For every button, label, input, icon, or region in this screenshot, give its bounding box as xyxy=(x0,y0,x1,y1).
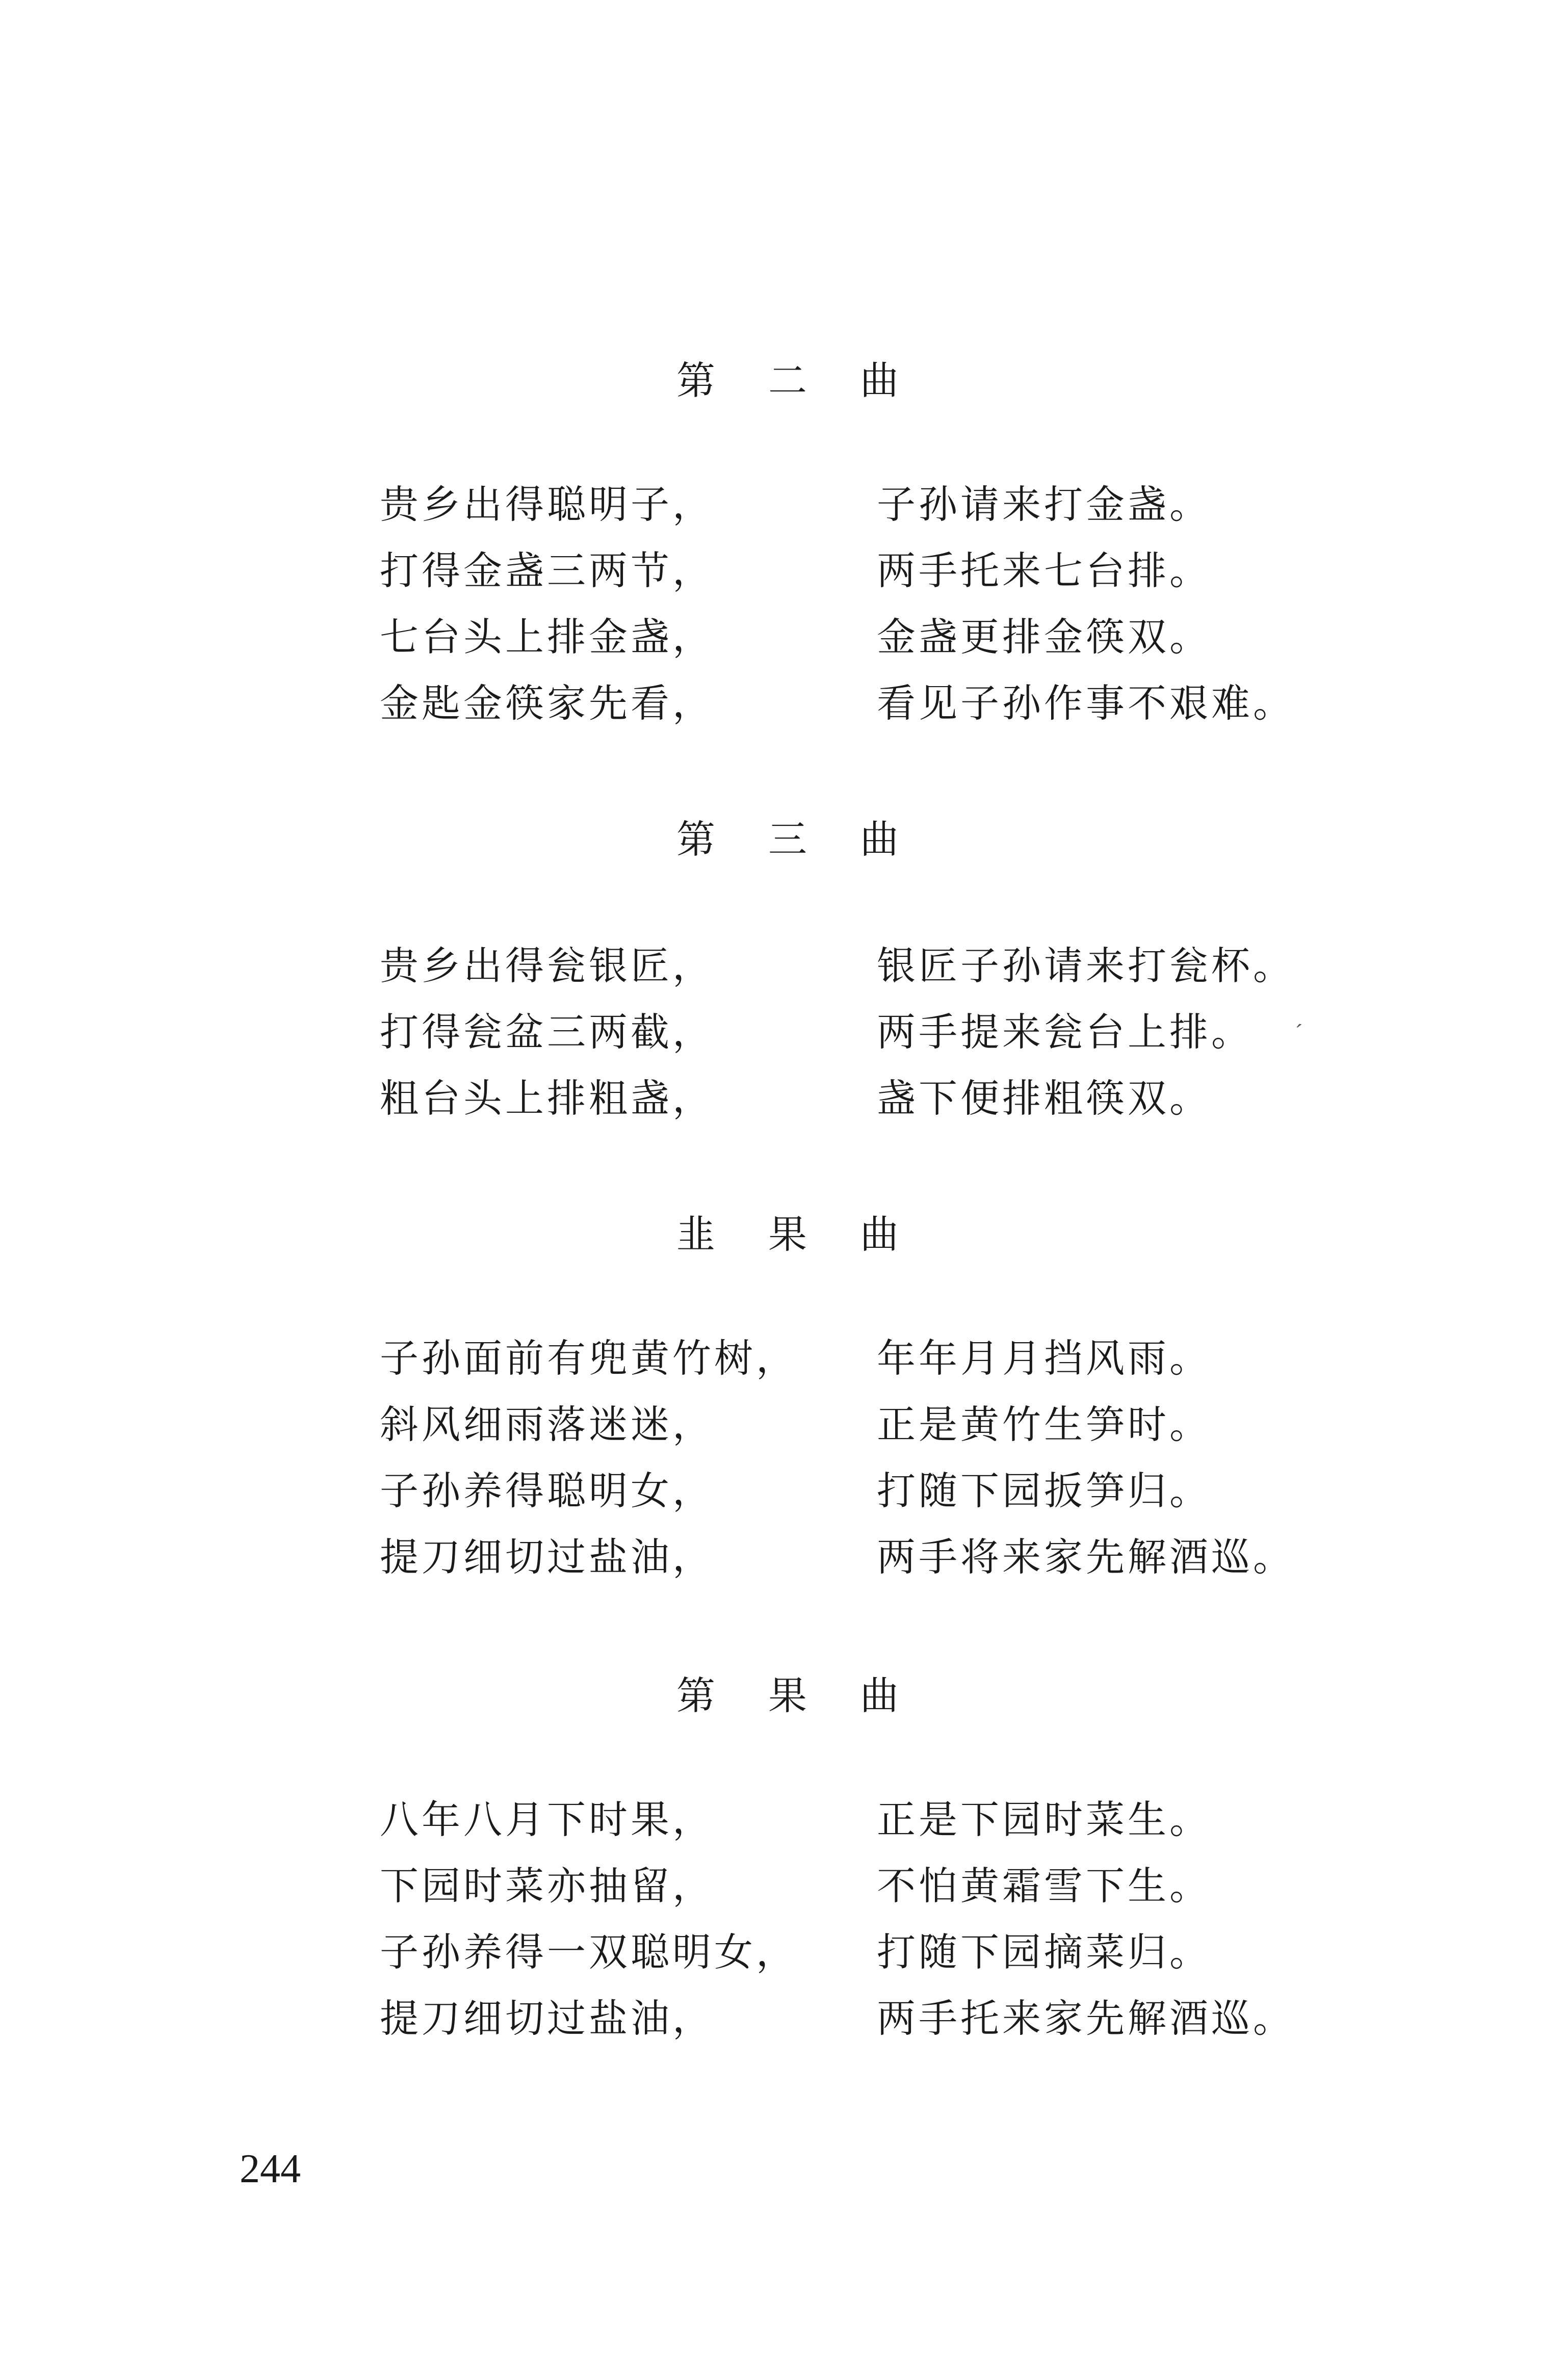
verse-line-right: 看见子孙作事不艰难。 xyxy=(877,681,1295,726)
section-title-char: 果 xyxy=(768,1211,807,1257)
verse-line-left: 七台头上排金盏， xyxy=(380,614,714,660)
verse-line-left: 子孙面前有兜黄竹树， xyxy=(380,1336,798,1381)
verse-line-left: 斜风细雨落迷迷， xyxy=(380,1402,714,1447)
verse-line-left: 下园时菜亦抽留， xyxy=(380,1863,714,1908)
stray-mark: ′ xyxy=(1291,1019,1303,1046)
verse-line-left: 打得瓮盆三两截， xyxy=(380,1009,714,1055)
verse-line-right: 两手托来七台排。 xyxy=(877,548,1211,593)
section-title-char: 第 xyxy=(676,1672,715,1718)
verse-line-right: 盏下便排粗筷双。 xyxy=(877,1076,1211,1121)
verse-line-right: 正是黄竹生笋时。 xyxy=(877,1402,1211,1447)
verse-line-left: 金匙金筷家先看， xyxy=(380,681,714,726)
section-title-char: 果 xyxy=(768,1672,807,1718)
verse-line-right: 不怕黄霜雪下生。 xyxy=(877,1863,1211,1908)
section-title-char: 韭 xyxy=(676,1211,715,1257)
page-number: 244 xyxy=(240,2147,301,2191)
verse-line-right: 年年月月挡风雨。 xyxy=(877,1336,1211,1381)
verse-line-right: 两手托来家先解酒巡。 xyxy=(877,1996,1295,2041)
section-title-char: 二 xyxy=(768,357,807,403)
section-title-char: 曲 xyxy=(860,1672,899,1718)
section-title-char: 第 xyxy=(676,357,715,403)
verse-line-left: 提刀细切过盐油， xyxy=(380,1996,714,2041)
section-title-char: 曲 xyxy=(860,1211,899,1257)
verse-line-left: 提刀细切过盐油， xyxy=(380,1534,714,1580)
verse-line-left: 打得金盏三两节， xyxy=(380,548,714,593)
verse-line-right: 两手提来瓮台上排。 xyxy=(877,1009,1253,1055)
section-title-1 xyxy=(673,349,902,405)
section-title-char: 曲 xyxy=(860,357,899,403)
verse-line-right: 打随下园扳笋归。 xyxy=(877,1468,1211,1513)
verse-line-right: 正是下园时菜生。 xyxy=(877,1797,1211,1842)
verse-line-right: 两手将来家先解酒巡。 xyxy=(877,1534,1295,1580)
section-title-char: 三 xyxy=(768,816,807,862)
verse-line-left: 粗台头上排粗盏， xyxy=(380,1076,714,1121)
section-title-4 xyxy=(673,1664,902,1720)
verse-line-right: 银匠子孙请来打瓮杯。 xyxy=(877,943,1295,988)
section-title-char: 第 xyxy=(676,816,715,862)
section-title-3 xyxy=(673,1203,902,1259)
verse-line-left: 子孙养得一双聪明女， xyxy=(380,1929,798,1975)
verse-line-left: 子孙养得聪明女， xyxy=(380,1468,714,1513)
verse-line-right: 金盏更排金筷双。 xyxy=(877,614,1211,660)
section-title-char: 曲 xyxy=(860,816,899,862)
section-title-2 xyxy=(673,808,902,864)
verse-line-left: 贵乡出得瓮银匠， xyxy=(380,943,714,988)
verse-line-right: 打随下园摘菜归。 xyxy=(877,1929,1211,1975)
verse-line-left: 贵乡出得聪明子， xyxy=(380,482,714,527)
verse-line-right: 子孙请来打金盏。 xyxy=(877,482,1211,527)
verse-line-left: 八年八月下时果， xyxy=(380,1797,714,1842)
